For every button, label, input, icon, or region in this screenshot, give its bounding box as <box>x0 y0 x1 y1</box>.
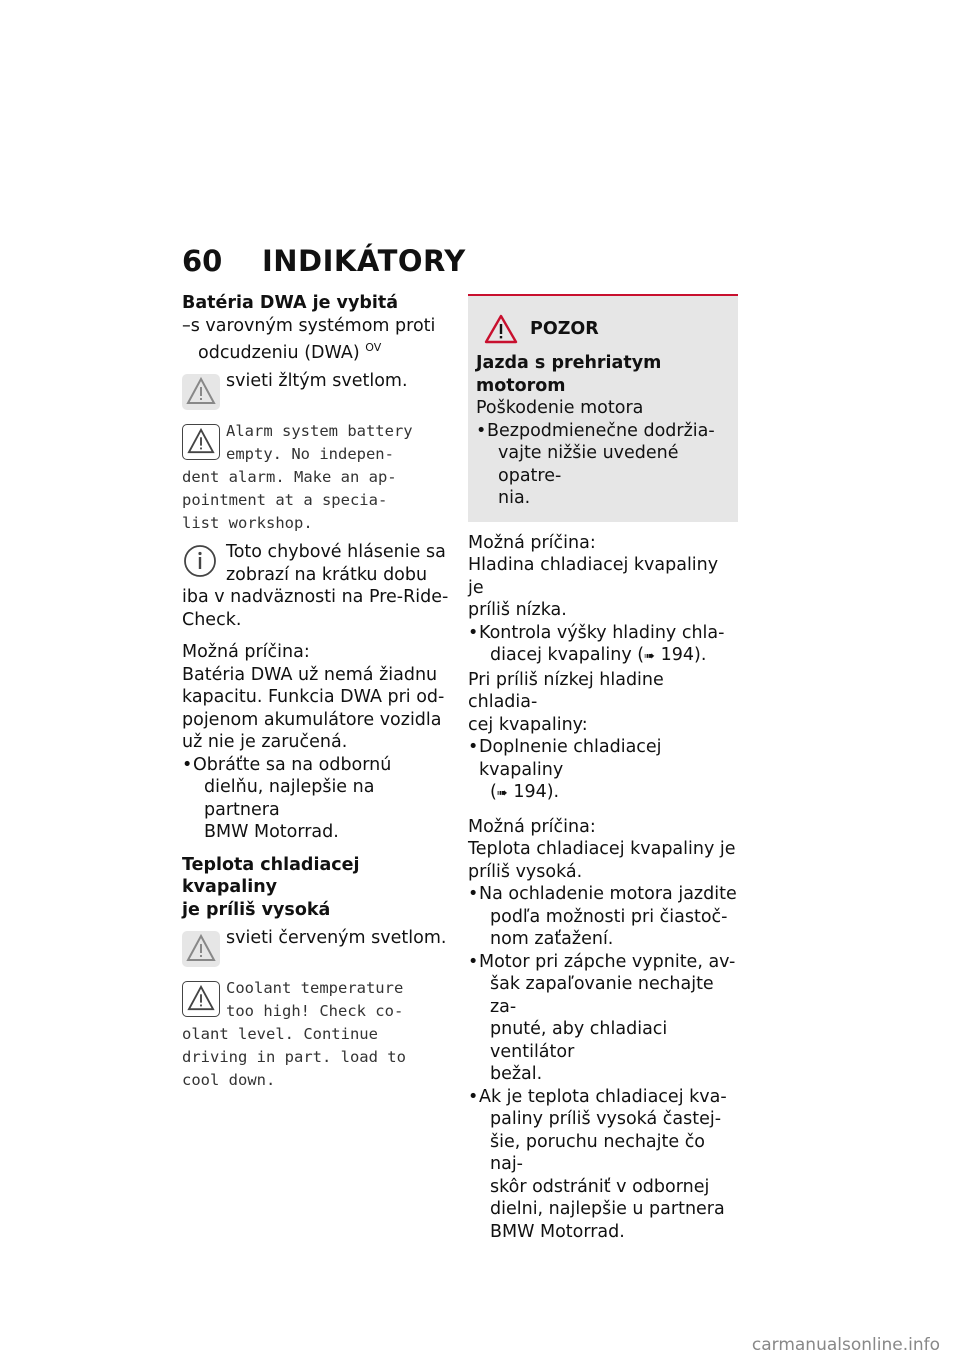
bullet-item: • Doplnenie chladiacej kvapaliny (➠ 194). <box>468 736 738 806</box>
warning-triangle-icon <box>182 931 220 967</box>
display-message-dwa <box>182 420 452 535</box>
lamp-state-text: svieti červeným svetlom. <box>226 928 447 949</box>
page-header <box>182 244 466 284</box>
info-icon <box>182 543 220 579</box>
lamp-state-text: svieti žltým svetlom. <box>226 371 408 392</box>
bullet-item: • Na ochladenie motora jazdite podľa možnosti pri čiastoč- nom zaťažení. <box>468 883 738 951</box>
message-line: Coolant temperature <box>226 979 404 998</box>
watermark: carmanualsonline.info <box>751 1335 940 1355</box>
bullet-item: • Kontrola výšky hladiny chla- diacej kvapaliny (➠ 194). <box>468 622 738 669</box>
caution-triangle-icon <box>484 314 518 344</box>
message-line: pointment at a specia- <box>182 491 388 510</box>
page-ref-arrow-icon: ➠ <box>496 786 508 801</box>
message-line: olant level. Continue <box>182 1025 378 1044</box>
message-line: empty. No indepen- <box>226 445 394 464</box>
message-line: too high! Check co- <box>226 1002 404 1021</box>
dwa-subtitle-line: odcudzeniu (DWA) $^{OV}$ <box>198 341 382 363</box>
message-line: list workshop. <box>182 514 313 533</box>
bullet-item: • Bezpodmienečne dodržia- vajte nižšie uvedené opatre- nia. <box>476 420 730 510</box>
dwa-subtitle-line: –s varovným systémom proti <box>182 315 436 336</box>
message-line: cool down. <box>182 1071 276 1090</box>
bullet-item: • Obráťte sa na odbornú dielňu, najlepšie na partnera BMW Motorrad. <box>182 754 452 844</box>
caution-subtitle: Poškodenie motora <box>476 398 644 418</box>
ov-superscript: OV <box>365 341 382 354</box>
caution-label: POZOR <box>530 318 599 339</box>
cause-text-line: pojenom akumulátore vozidla <box>182 709 442 730</box>
section-title-coolant-temp: je príliš vysoká <box>182 899 331 920</box>
cause-text-line: príliš vysoká. <box>468 861 583 882</box>
warning-lamp-red-row <box>182 927 452 971</box>
message-line: Alarm system battery <box>226 422 413 441</box>
warning-triangle-icon <box>182 424 220 460</box>
info-text-line: zobrazí na krátku dobu <box>226 564 428 585</box>
message-line: dent alarm. Make an ap- <box>182 468 397 487</box>
caution-header <box>476 314 730 344</box>
cause-text-line: cej kvapaliny: <box>468 714 588 735</box>
info-text-line: Toto chybové hlásenie sa <box>226 542 446 563</box>
section-title-dwa-battery: Batéria DWA je vybitá <box>182 293 399 313</box>
cause-text-line: Teplota chladiacej kvapaliny je <box>468 839 736 859</box>
cause-text-line: Hladina chladiacej kvapaliny je <box>468 555 719 598</box>
page-title: INDIKÁTORY <box>262 244 466 278</box>
info-text-line: iba v nadväznosti na Pre-Ride- <box>182 587 449 608</box>
caution-title: Jazda s prehriatym motorom <box>476 353 662 396</box>
cause-text-line: Batéria DWA už nemá žiadnu <box>182 664 438 685</box>
cause-label: Možná príčina: <box>468 532 596 553</box>
cause-text-line: Pri príliš nízkej hladine chladia- <box>468 669 664 712</box>
cause-label: Možná príčina: <box>468 816 596 837</box>
right-column <box>468 292 738 1243</box>
bullet-item: • Ak je teplota chladiacej kva- paliny príliš vysoká častej- šie, poruchu nechajte čo naj- skôr odstrániť v odbornej dielni, najlepšie u partnera BMW Motorrad. <box>468 1086 738 1244</box>
info-text-line: Check. <box>182 609 242 630</box>
info-note <box>182 541 452 631</box>
display-message-coolant <box>182 977 452 1092</box>
page-number: 60 <box>182 244 223 278</box>
cause-text-line: kapacitu. Funkcia DWA pri od- <box>182 687 445 708</box>
warning-lamp-yellow-row <box>182 370 452 414</box>
warning-triangle-icon <box>182 981 220 1017</box>
cause-label: Možná príčina: <box>182 642 310 663</box>
warning-triangle-icon <box>182 374 220 410</box>
left-column <box>182 292 452 1092</box>
cause-text-line: už nie je zaručená. <box>182 732 348 753</box>
page-ref-link[interactable]: 194 <box>660 645 695 665</box>
page-ref-link[interactable]: 194 <box>513 782 547 802</box>
message-line: driving in part. load to <box>182 1048 406 1067</box>
section-title-coolant-temp: Teplota chladiacej kvapaliny <box>182 854 360 898</box>
cause-text-line: príliš nízka. <box>468 600 567 620</box>
bullet-item: • Motor pri zápche vypnite, av- šak zapaľovanie nechajte za- pnuté, aby chladiaci ventilátor bežal. <box>468 951 738 1086</box>
caution-box <box>468 294 738 522</box>
page-ref-arrow-icon: ➠ <box>644 649 656 664</box>
